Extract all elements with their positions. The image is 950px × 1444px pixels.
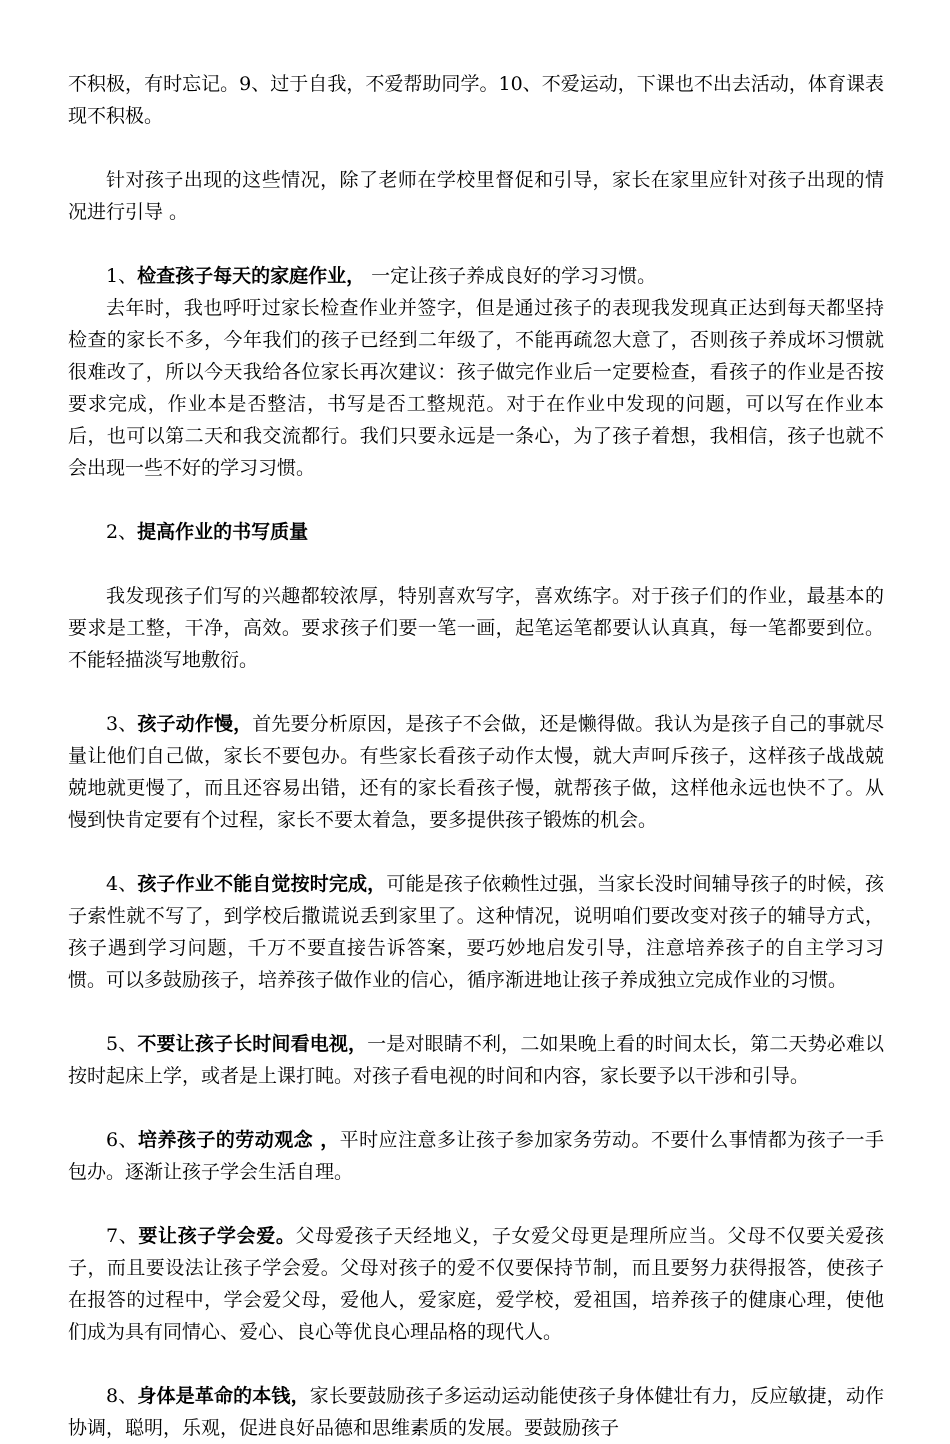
- section-5-body: 一是对眼睛不利，二如果晚上看的时间太长，第二天势必难以按时起床上学，或者是上课打盹。对孩子看电视的时间和内容，家长要予以干涉和引导。: [68, 1033, 884, 1087]
- section-3-number: 3、: [106, 713, 138, 735]
- section-1-number: 1、: [106, 265, 138, 287]
- section-3: [68, 708, 884, 836]
- section-1-title: 检查孩子每天的家庭作业，: [137, 265, 366, 287]
- section-8: [68, 1380, 884, 1444]
- section-6: [68, 1124, 884, 1188]
- section-2-title: 提高作业的书写质量: [137, 521, 309, 543]
- section-1-heading: [68, 260, 884, 292]
- section-1-lead: 一定让孩子养成良好的学习习惯。: [365, 265, 657, 287]
- section-3-body: 首先要分析原因，是孩子不会做，还是懒得做。我认为是孩子自己的事就尽量让他们自己做，家长不要包办。有些家长看孩子动作太慢，就大声呵斥孩子，这样孩子战战兢兢地就更慢了，而且还容易出错，还有的家长看孩子慢，就帮孩子做，这样他永远也快不了。从慢到快肯定要有个过程，家长不要太着急，要多提供孩子锻炼的机会。: [68, 713, 884, 831]
- section-6-title: 培养孩子的劳动观念 ，: [138, 1129, 340, 1151]
- section-7-number: 7、: [106, 1225, 139, 1247]
- section-5: [68, 1028, 884, 1092]
- paragraph-continuation: 不积极，有时忘记。9、过于自我，不爱帮助同学。10、不爱运动，下课也不出去活动，体育课表现不积极。: [68, 73, 884, 127]
- section-7-body: 父母爱孩子天经地义，子女爱父母更是理所应当。父母不仅要关爱孩子，而且要设法让孩子学会爱。父母对孩子的爱不仅要保持节制，而且要努力获得报答，使孩子在报答的过程中，学会爱父母，爱他人，爱家庭，爱学校，爱祖国，培养孩子的健康心理，使他们成为具有同情心、爱心、良心等优良心理品格的现代人。: [68, 1225, 884, 1343]
- section-6-body: 平时应注意多让孩子参加家务劳动。不要什么事情都为孩子一手包办。逐渐让孩子学会生活自理。: [68, 1129, 884, 1183]
- section-4-title: 孩子作业不能自觉按时完成，: [137, 873, 387, 895]
- section-7: [68, 1220, 884, 1348]
- paragraph-intro: 针对孩子出现的这些情况，除了老师在学校里督促和引导，家长在家里应针对孩子出现的情况进行引导 。: [68, 169, 884, 223]
- section-4-body: 可能是孩子依赖性过强，当家长没时间辅导孩子的时候，孩子索性就不写了，到学校后撒谎说丢到家里了。这种情况，说明咱们要改变对孩子的辅导方式，孩子遇到学习问题，千万不要直接告诉答案，要巧妙地启发引导，注意培养孩子的自主学习习惯。可以多鼓励孩子，培养孩子做作业的信心，循序渐进地让孩子养成独立完成作业的习惯。: [68, 873, 884, 991]
- section-8-number: 8、: [106, 1385, 138, 1407]
- section-4-number: 4、: [106, 873, 138, 895]
- section-2-number: 2、: [106, 521, 138, 543]
- section-8-body: 家长要鼓励孩子多运动运动能使孩子身体健壮有力，反应敏捷，动作协调，聪明，乐观，促进良好品德和思维素质的发展。要鼓励孩子: [68, 1385, 884, 1439]
- section-7-title: 要让孩子学会爱。: [138, 1225, 296, 1247]
- section-2-heading: [68, 516, 884, 548]
- section-8-title: 身体是革命的本钱，: [137, 1385, 310, 1407]
- section-5-title: 不要让孩子长时间看电视，: [137, 1033, 368, 1055]
- section-5-number: 5、: [106, 1033, 138, 1055]
- section-4: [68, 868, 884, 996]
- section-3-title: 孩子动作慢，: [137, 713, 253, 735]
- section-1-body: 去年时，我也呼吁过家长检查作业并签字，但是通过孩子的表现我发现真正达到每天都坚持检查的家长不多，今年我们的孩子已经到二年级了，不能再疏忽大意了，否则孩子养成坏习惯就很难改了，所以今天我给各位家长再次建议：孩子做完作业后一定要检查，看孩子的作业是否按要求完成，作业本是否整洁，书写是否工整规范。对于在作业中发现的问题，可以写在作业本后，也可以第二天和我交流都行。我们只要永远是一条心，为了孩子着想，我相信，孩子也就不会出现一些不好的学习习惯。: [68, 297, 884, 479]
- section-6-number: 6、: [106, 1129, 139, 1151]
- section-2-body: 我发现孩子们写的兴趣都较浓厚，特别喜欢写字，喜欢练字。对于孩子们的作业，最基本的要求是工整，干净，高效。要求孩子们要一笔一画，起笔运笔都要认认真真，每一笔都要到位。不能轻描淡写地敷衍。: [68, 585, 884, 671]
